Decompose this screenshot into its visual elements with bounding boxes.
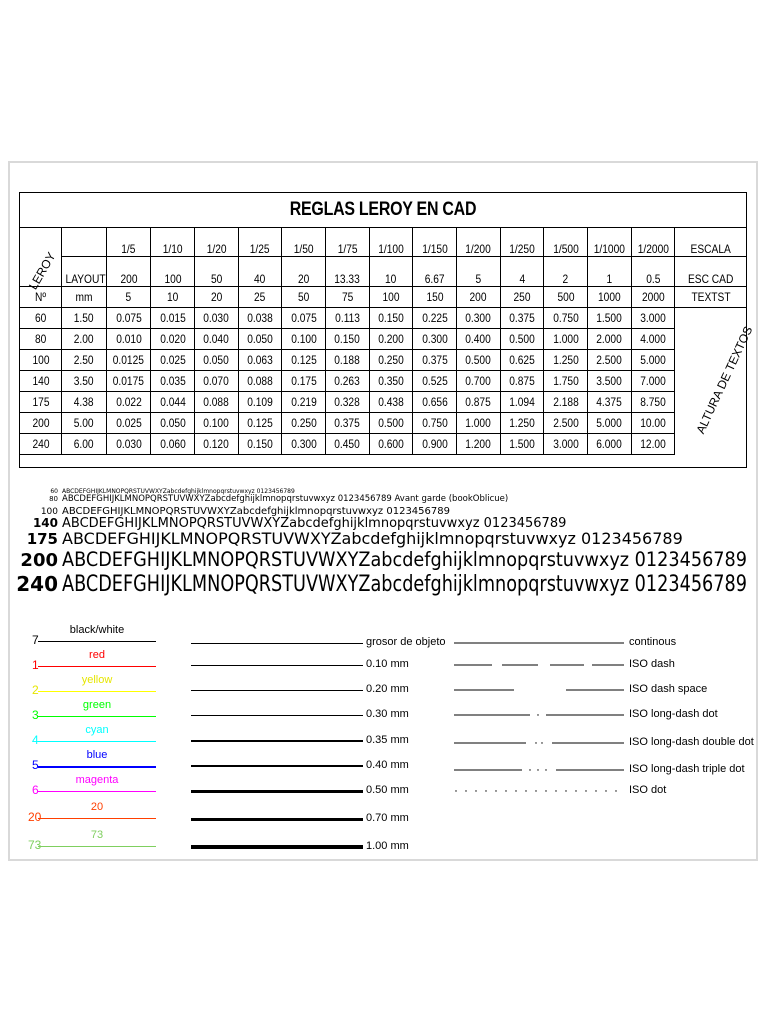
esc-cad-value: 20 [282,257,326,287]
height-value: 0.030 [106,434,151,455]
layout-mm: 6.00 [62,434,107,455]
height-value: 0.030 [195,308,239,329]
leroy-number: 240 [20,434,62,455]
linetype-dot [545,769,546,770]
height-value: 0.300 [457,308,501,329]
color-number: 3 [32,708,39,722]
height-value: 2.188 [544,392,588,413]
linetype-dot [535,742,536,743]
height-value: 0.150 [369,308,413,329]
linetype-label: ISO long-dash triple dot [629,763,745,775]
color-number: 1 [32,658,39,672]
pen-weight-label: 0.50 mm [366,784,409,796]
pen-weight-line [191,845,363,849]
color-number: 2 [32,683,39,697]
height-value: 0.070 [195,371,239,392]
height-value: 4.375 [588,392,632,413]
height-value: 0.100 [282,329,326,350]
height-value: 0.0125 [106,350,151,371]
altura-cell [675,308,746,455]
height-value: 0.300 [282,434,326,455]
table-row [20,308,746,329]
height-value: 0.525 [413,371,457,392]
height-value: 1.000 [457,413,501,434]
scale-header: 1/1000 [588,227,632,257]
height-value: 2.500 [588,350,632,371]
number-header: Nº [20,287,62,308]
color-swatch-line [38,716,156,717]
textst-value: 200 [457,287,501,308]
height-value: 0.044 [151,392,195,413]
linetype-dot [575,790,576,791]
height-value: 0.656 [413,392,457,413]
altura-de-textos-label: ALTURA DE TEXTOS [693,324,756,436]
height-value: 0.075 [282,308,326,329]
esc-cad-value: 13.33 [326,257,370,287]
height-value: 0.900 [413,434,457,455]
linetype-dot [595,790,596,791]
height-value: 0.225 [413,308,457,329]
pen-weight-label: 0.70 mm [366,812,409,824]
layout-blank-cell [62,227,107,257]
textst-value: 150 [413,287,457,308]
height-value: 0.060 [151,434,195,455]
specimen-text: ABCDEFGHIJKLMNOPQRSTUVWXYZabcdefghijklmnopqrstuvwxyz 0123456789 [62,548,747,571]
specimen-size-label: 140 [32,516,58,530]
linetype-sample [454,639,626,647]
height-value: 0.063 [238,350,282,371]
esc-cad-value: 2 [544,257,588,287]
color-name: magenta [75,774,119,786]
esc-cad-value: 5 [457,257,501,287]
pen-weight-line [191,765,363,767]
color-name: yellow [81,674,113,686]
height-value: 1.750 [544,371,588,392]
height-value: 0.450 [326,434,370,455]
linetype-dot [537,714,538,715]
textst-value: 500 [544,287,588,308]
height-value: 10.00 [631,413,675,434]
linetype-sample [454,686,626,694]
color-name: cyan [85,724,109,736]
height-value: 1.094 [500,392,544,413]
color-number: 7 [32,633,39,647]
linetype-sample [454,787,626,795]
linetype-dot [505,790,506,791]
color-name: 20 [90,801,104,813]
esc-cad-value: 100 [151,257,195,287]
height-value: 0.875 [457,392,501,413]
textst-value: 250 [500,287,544,308]
scale-header: 1/25 [238,227,282,257]
layout-mm: 2.00 [62,329,107,350]
specimen-size-label: 175 [26,530,58,548]
pen-weight-line [191,818,363,821]
height-value: 1.250 [544,350,588,371]
specimen-size-label: 60 [50,488,58,495]
color-number: 5 [32,758,39,772]
height-value: 0.050 [151,413,195,434]
height-value: 0.375 [326,413,370,434]
linetype-sample [454,711,626,719]
height-value: 1.500 [588,308,632,329]
esc-cad-value: 200 [106,257,151,287]
linetype-dot [495,790,496,791]
mm-header: mm [62,287,107,308]
height-value: 0.219 [282,392,326,413]
height-value: 0.250 [282,413,326,434]
textst-value: 10 [151,287,195,308]
pen-weight-line [191,740,363,742]
table-row [20,329,746,350]
text-specimen-line [10,548,768,571]
linetype-dot [529,769,530,770]
height-value: 0.088 [238,371,282,392]
pen-weight-label: 1.00 mm [366,840,409,852]
linetype-dot [605,790,606,791]
specimen-size-label: 100 [40,507,58,517]
height-value: 3.500 [588,371,632,392]
textst-value: 20 [195,287,239,308]
scale-header: 1/5 [106,227,151,257]
height-value: 0.125 [238,413,282,434]
height-value: 1.200 [457,434,501,455]
height-value: 0.075 [106,308,151,329]
esc-cad-value: 6.67 [413,257,457,287]
linetype-dot [585,790,586,791]
linetype-label: ISO long-dash dot [629,708,718,720]
textst-value: 100 [369,287,413,308]
linetype-dot [535,790,536,791]
leroy-table [20,227,746,455]
table-row [20,371,746,392]
height-value: 0.125 [282,350,326,371]
linetype-dot [485,790,486,791]
textst-value: 2000 [631,287,675,308]
height-value: 1.000 [544,329,588,350]
scale-header: 1/200 [457,227,501,257]
textst-value: 1000 [588,287,632,308]
textst-value: 50 [282,287,326,308]
height-value: 0.025 [151,350,195,371]
linetype-dot [537,769,538,770]
linetype-dot [615,790,616,791]
height-value: 0.015 [151,308,195,329]
linetype-dot [475,790,476,791]
specimen-size-label: 240 [16,572,58,596]
height-value: 0.188 [326,350,370,371]
linetype-dot [565,790,566,791]
layout-mm: 5.00 [62,413,107,434]
linetype-sample [454,766,626,774]
page-title: REGLAS LEROY EN CAD [289,199,477,220]
height-value: 7.000 [631,371,675,392]
leroy-number: 175 [20,392,62,413]
height-value: 0.050 [195,350,239,371]
leroy-label: LEROY [26,249,59,292]
color-swatch-line [38,691,156,692]
pen-weight-line [191,715,363,716]
pen-weight-line [191,643,363,644]
height-value: 6.000 [588,434,632,455]
height-value: 0.438 [369,392,413,413]
esc-cad-header: ESC CAD [675,257,746,287]
pen-weight-label: 0.30 mm [366,708,409,720]
pen-weight-line [191,790,363,793]
layout-mm: 2.50 [62,350,107,371]
height-value: 0.328 [326,392,370,413]
linetype-label: ISO dot [629,784,667,796]
color-swatch-line [38,641,156,642]
layout-header: LAYOUT [62,257,107,287]
height-value: 0.500 [369,413,413,434]
pen-weight-line [191,665,363,666]
height-value: 0.750 [544,308,588,329]
esc-cad-value: 40 [238,257,282,287]
height-value: 0.400 [457,329,501,350]
color-name: 73 [90,829,104,841]
esc-cad-value: 0.5 [631,257,675,287]
height-value: 0.750 [413,413,457,434]
height-value: 0.700 [457,371,501,392]
height-value: 0.375 [413,350,457,371]
color-number: 73 [28,838,42,852]
pen-weight-line [191,690,363,691]
height-value: 12.00 [631,434,675,455]
textst-value: 25 [238,287,282,308]
scale-header: 1/100 [369,227,413,257]
height-value: 0.022 [106,392,151,413]
esc-cad-value: 4 [500,257,544,287]
scale-header: 1/2000 [631,227,675,257]
color-swatch-line [38,741,156,742]
linetype-label: continous [629,636,677,648]
scale-header: 1/75 [326,227,370,257]
scale-header: 1/10 [151,227,195,257]
linetype-dot [465,790,466,791]
pen-weight-label: 0.40 mm [366,759,409,771]
linetype-sample [454,739,626,747]
scale-header: 1/500 [544,227,588,257]
leroy-number: 100 [20,350,62,371]
scale-header: 1/150 [413,227,457,257]
linetype-dot [545,790,546,791]
color-swatch-line [38,818,156,819]
height-value: 0.375 [500,308,544,329]
height-value: 0.500 [500,329,544,350]
color-swatch-line [38,846,156,847]
height-value: 0.038 [238,308,282,329]
color-swatch-line [38,791,156,792]
height-value: 0.113 [326,308,370,329]
specimen-text: ABCDEFGHIJKLMNOPQRSTUVWXYZabcdefghijklmnopqrstuvwxyz 0123456789 [62,506,450,517]
specimen-text: ABCDEFGHIJKLMNOPQRSTUVWXYZabcdefghijklmnopqrstuvwxyz 0123456789 Avant garde (bookOblicue) [62,494,509,504]
height-value: 0.875 [500,371,544,392]
leroy-number: 200 [20,413,62,434]
linetype-dot [541,742,542,743]
height-value: 5.000 [588,413,632,434]
esc-cad-value: 50 [195,257,239,287]
height-value: 0.300 [413,329,457,350]
height-value: 3.000 [631,308,675,329]
linetype-dot [455,790,456,791]
pen-weight-label: 0.35 mm [366,734,409,746]
height-value: 0.088 [195,392,239,413]
table-row [20,350,746,371]
color-swatch-line [38,666,156,667]
esc-cad-value: 10 [369,257,413,287]
color-swatch-line [38,766,156,768]
leroy-corner-cell [20,227,62,257]
linetype-dot [555,790,556,791]
title-row [20,193,746,228]
height-value: 1.500 [500,434,544,455]
height-value: 0.010 [106,329,151,350]
color-number: 6 [32,783,39,797]
height-value: 0.200 [369,329,413,350]
height-value: 1.250 [500,413,544,434]
pen-weight-label: grosor de objeto [366,636,446,648]
height-value: 0.120 [195,434,239,455]
linetype-label: ISO dash space [629,683,708,695]
linetype-sample [454,661,626,669]
layout-mm: 4.38 [62,392,107,413]
height-value: 0.150 [326,329,370,350]
scale-header: 1/50 [282,227,326,257]
specimen-size-label: 200 [20,550,58,571]
height-value: 0.150 [238,434,282,455]
table-row [20,413,746,434]
linetype-dot [525,790,526,791]
escala-header: ESCALA [675,227,746,257]
color-name: black/white [69,624,125,636]
height-value: 0.350 [369,371,413,392]
height-value: 0.035 [151,371,195,392]
specimen-text: ABCDEFGHIJKLMNOPQRSTUVWXYZabcdefghijklmnopqrstuvwxyz 0123456789 [62,516,567,531]
pen-weight-label: 0.10 mm [366,658,409,670]
layout-mm: 3.50 [62,371,107,392]
text-specimen-line [10,572,768,597]
leroy-number: 60 [20,308,62,329]
textst-value: 5 [106,287,151,308]
color-number: 20 [28,810,42,824]
layout-mm: 1.50 [62,308,107,329]
leroy-number: 80 [20,329,62,350]
drawing-sheet [8,161,758,861]
height-value: 8.750 [631,392,675,413]
height-value: 0.600 [369,434,413,455]
color-number: 4 [32,733,39,747]
linetype-label: ISO long-dash double dot [629,736,754,748]
specimen-size-label: 80 [49,495,58,503]
height-value: 0.020 [151,329,195,350]
specimen-text: ABCDEFGHIJKLMNOPQRSTUVWXYZabcdefghijklmnopqrstuvwxyz 0123456789 [62,572,747,597]
height-value: 0.050 [238,329,282,350]
height-value: 2.500 [544,413,588,434]
height-value: 0.040 [195,329,239,350]
scale-header: 1/20 [195,227,239,257]
specimen-text: ABCDEFGHIJKLMNOPQRSTUVWXYZabcdefghijklmnopqrstuvwxyz 0123456789 [62,488,295,495]
height-value: 0.500 [457,350,501,371]
height-value: 5.000 [631,350,675,371]
pen-weight-label: 0.20 mm [366,683,409,695]
color-name: red [89,649,105,661]
table-row [20,434,746,455]
height-value: 0.625 [500,350,544,371]
linetype-dot [515,790,516,791]
height-value: 4.000 [631,329,675,350]
scale-header: 1/250 [500,227,544,257]
height-value: 2.000 [588,329,632,350]
height-value: 0.025 [106,413,151,434]
color-name: blue [86,749,108,761]
specimen-text: ABCDEFGHIJKLMNOPQRSTUVWXYZabcdefghijklmnopqrstuvwxyz 0123456789 [62,529,683,548]
height-value: 0.175 [282,371,326,392]
textst-value: 75 [326,287,370,308]
height-value: 0.250 [369,350,413,371]
height-value: 3.000 [544,434,588,455]
esc-cad-value: 1 [588,257,632,287]
color-name: green [82,699,112,711]
linetype-label: ISO dash [629,658,675,670]
textst-header: TEXTST [675,287,746,308]
height-value: 0.263 [326,371,370,392]
text-specimen-line [10,529,683,548]
leroy-table-frame [19,192,756,468]
table-row [20,392,746,413]
height-value: 0.109 [238,392,282,413]
leroy-number: 140 [20,371,62,392]
height-value: 0.0175 [106,371,151,392]
height-value: 0.100 [195,413,239,434]
